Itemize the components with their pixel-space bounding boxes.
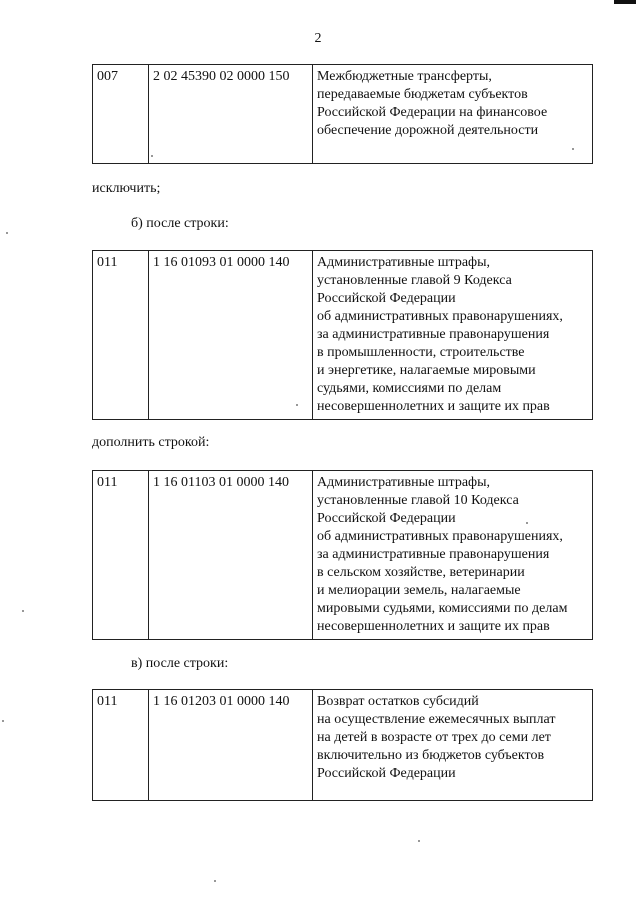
description-line: установленные главой 9 Кодекса — [317, 273, 512, 288]
description-line: передаваемые бюджетам субъектов — [317, 87, 528, 102]
scan-speck — [296, 404, 298, 406]
chapter-code-cell: 007 — [93, 65, 149, 164]
description-line: на детей в возрасте от трех до семи лет — [317, 730, 551, 745]
description-line: Межбюджетные трансферты, — [317, 69, 492, 84]
description-line: в сельском хозяйстве, ветеринарии — [317, 565, 525, 580]
description-line: Российской Федерации — [317, 766, 456, 781]
description-line: об административных правонарушениях, — [317, 309, 563, 324]
description-line: установленные главой 10 Кодекса — [317, 493, 519, 508]
scan-speck — [418, 840, 420, 842]
instruction-after-row-b: б) после строки: — [131, 216, 229, 231]
chapter-code-cell: 011 — [93, 690, 149, 801]
revenue-code-cell: 1 16 01103 01 0000 140 — [149, 471, 313, 640]
code-table-2 — [92, 250, 593, 420]
description-line: Российской Федерации — [317, 291, 456, 306]
chapter-code-cell: 011 — [93, 471, 149, 640]
revenue-code-cell: 1 16 01093 01 0000 140 — [149, 251, 313, 420]
description-line: обеспечение дорожной деятельности — [317, 123, 539, 138]
table-row — [93, 65, 593, 164]
instruction-add-row: дополнить строкой: — [92, 435, 210, 450]
table-row — [93, 251, 593, 420]
description-line: Возврат остатков субсидий — [317, 694, 479, 709]
chapter-code-cell: 011 — [93, 251, 149, 420]
scan-speck — [2, 720, 4, 722]
scan-speck — [572, 148, 574, 150]
revenue-code-cell: 2 02 45390 02 0000 150 — [149, 65, 313, 164]
description-line: несовершеннолетних и защите их прав — [317, 619, 550, 634]
description-cell — [313, 690, 593, 801]
scan-speck — [214, 880, 216, 882]
code-table-1 — [92, 64, 593, 164]
instruction-exclude: исключить; — [92, 181, 161, 196]
scan-speck — [151, 155, 153, 157]
table-row — [93, 690, 593, 801]
table-row — [93, 471, 593, 640]
description-line: несовершеннолетних и защите их прав — [317, 399, 550, 414]
description-line: в промышленности, строительстве — [317, 345, 525, 360]
description-line: включительно из бюджетов субъектов — [317, 748, 545, 763]
description-line: и мелиорации земель, налагаемые — [317, 583, 521, 598]
description-cell — [313, 65, 593, 164]
page-number: 2 — [314, 31, 322, 46]
instruction-after-row-v: в) после строки: — [131, 656, 229, 671]
description-line: Административные штрафы, — [317, 475, 491, 490]
revenue-code-cell: 1 16 01203 01 0000 140 — [149, 690, 313, 801]
scan-speck — [526, 522, 528, 524]
code-table-3 — [92, 470, 593, 640]
scan-speck — [6, 232, 8, 234]
description-line: и энергетике, налагаемые мировыми — [317, 363, 536, 378]
description-line: за административные правонарушения — [317, 547, 550, 562]
description-line: Российской Федерации — [317, 511, 456, 526]
description-cell — [313, 251, 593, 420]
description-cell — [313, 471, 593, 640]
description-line: судьями, комиссиями по делам — [317, 381, 502, 396]
description-line: на осуществление ежемесячных выплат — [317, 712, 556, 727]
description-line: об административных правонарушениях, — [317, 529, 563, 544]
scan-corner-mark — [614, 0, 636, 4]
scan-speck — [22, 610, 24, 612]
description-line: Административные штрафы, — [317, 255, 491, 270]
code-table-4 — [92, 689, 593, 801]
description-line: Российской Федерации на финансовое — [317, 105, 548, 120]
description-line: мировыми судьями, комиссиями по делам — [317, 601, 568, 616]
description-line: за административные правонарушения — [317, 327, 550, 342]
